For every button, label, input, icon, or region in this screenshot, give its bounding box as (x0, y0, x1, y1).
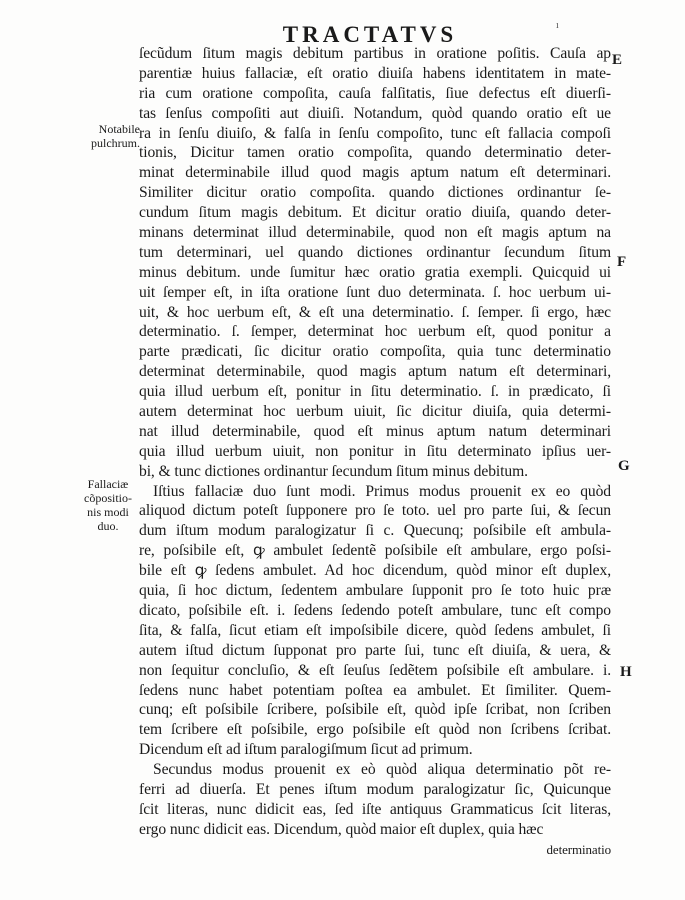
text-line: Dicendum eſt ad iſtum paralogiſmum ſicut ad primum. (139, 741, 473, 759)
margin-note-fallaciae (78, 477, 138, 533)
text-line: bile eſt ꝙ ſedens ambulet. Ad hoc dicendum, quòd minor eſt duplex, (139, 562, 611, 580)
text-line: autem determinat hoc uerbum uiuit, ſic dicitur diuiſa, quia determi- (139, 403, 611, 421)
text-line: Iſtius fallaciæ duo ſunt modi. Primus modus prouenit ex eo quòd (153, 482, 611, 500)
text-line: aliquod dictum poteſt ſupponere pro ſe toto. uel pro parte ſui, & ſecun (139, 502, 611, 520)
text-line: determinatio (546, 841, 611, 857)
text-line: tionis, Dicitur tamen oratio compoſita, quando determinatio deter- (139, 144, 611, 162)
text-line: minans determinat illud determinabile, quod non eſt magis aptum na (139, 224, 611, 242)
text-line: non ſequitur concluſio, & eſt ſeuſus ſedẽtem poſsibile eſt ambulare. i. (139, 661, 611, 679)
text-line: ſita, & falſa, ſicut etiam eſt impoſsibile dicere, quòd ſedens ambulet, ſi (139, 621, 611, 639)
text-line: nat illud determinabile, quod eſt minus aptum natum determinari (139, 422, 611, 440)
text-line: uit ſemper eſt, in iſta oratione ſunt duo determinata. ſ. hoc uerbum ui- (139, 283, 611, 301)
text-line: tas ſenſus compoſiti aut diuiſi. Notandum, quòd quando oratio eſt ue (139, 104, 611, 122)
text-line: determinat determinabile, quod magis aptum natum eſt determinari, (139, 363, 611, 381)
text-line: ſcit literas, nunc didicit eas, ſed iſte antiquus Grammaticus ſcit literas, (139, 800, 611, 818)
text-line: re, poſsibile eſt, ꝙ ambulet ſedentẽ poſsibile eſt ambulare, ergo poſsi- (139, 542, 611, 560)
text-line: ergo nunc didicit eas. Dicendum, quòd maior eſt duplex, quia hæc (139, 820, 544, 838)
margin-note-line: cõpositio- (84, 491, 132, 505)
text-line: quia illud uerbum eſt, ponitur in ſitu determinatio. ſ. in prædicato, ſi (139, 383, 611, 401)
text-line: ferri ad diuerſa. Et penes iſtum modum paralogizatur ſic, Quicunque (139, 780, 611, 798)
text-line: minat determinabile illud quod magis aptum natum eſt determinari. (139, 164, 611, 182)
text-line: Similiter dicitur oratio compoſita. quando dictiones ordinantur ſe- (139, 184, 611, 202)
text-line: bi, & tunc dictiones ordinantur ſecundum ſitum minus debitum. (139, 462, 528, 480)
text-line: minus debitum. unde ſumitur hæc oratio gratia exempli. Quicquid ui (139, 263, 611, 281)
margin-note-notabile (84, 122, 140, 150)
main-text-block (139, 44, 611, 860)
text-line: tem ſcribere eſt poſsibile, ergo poſsibile eſt quòd non ſcribens ſcribat. (139, 721, 611, 739)
text-line: determinatio. ſ. ſemper, determinat hoc uerbum eſt, quod ponitur a (139, 323, 611, 341)
text-line: parentiæ huius fallaciæ, eſt oratio diuiſa habens identitatem in mate- (139, 64, 611, 82)
section-letter-e: E (612, 52, 623, 68)
corner-mark: ı (556, 20, 559, 31)
text-line: parte prædicati, ſic dicitur oratio compoſita, quia tunc determinatio (139, 343, 611, 361)
text-line: cundum ſitum magis debitum. Et dicitur oratio diuiſa, quando deter- (139, 204, 611, 222)
text-line: ſecũdum ſitum magis debitum partibus in oratione poſitis. Cauſa ap (139, 45, 611, 62)
text-line: ria cum oratione compoſita, cauſa falſitatis, ſiue defectus eſt diuerſi- (139, 84, 611, 102)
text-line: Secundus modus prouenit ex eò quòd aliqua determinatio põt re- (153, 761, 611, 779)
text-line: ſedens nunc habet potentiam poſtea ea ambulet. Et ſimiliter. Quem- (139, 681, 611, 699)
margin-note-line: duo. (97, 519, 119, 533)
margin-note-line: pulchrum. (91, 136, 140, 150)
margin-note-line: nis modi (87, 505, 129, 519)
section-letter-f: F (617, 254, 627, 270)
section-letter-h: H (620, 664, 632, 680)
margin-note-line: Fallaciæ (87, 477, 129, 491)
text-line: dicato, poſsibile eſt. i. ſedens ſedendo poteſt ambulare, tunc eſt compo (139, 601, 611, 619)
text-line: ra in ſenſu diuiſo, & falſa in ſenſu compoſito, tunc eſt fallacia compoſi (139, 124, 611, 142)
section-letter-g: G (618, 458, 630, 474)
running-header: TRACTATVS (282, 22, 458, 47)
text-line: dum iſtum modum paralogizatur ſi c. Quecunq; poſsibile eſt ambula- (139, 522, 611, 540)
text-line: autem iſtud dictum ſupponat pro parte ſui, tunc eſt diuiſa, & uera, & (139, 641, 611, 659)
text-line: uit, & hoc uerbum eſt, & eſt una determinatio. ſ. ſemper. ſi ergo, hæc (139, 303, 611, 321)
text-line: quia, ſi hoc dictum, ſedentem ambulare ſupponit pro ſe toto huic præ (139, 582, 611, 600)
text-line: cunq; eſt poſsibile ſcribere, poſsibile eſt, quòd ipſe ſcribat, non ſcriben (139, 701, 611, 719)
text-line: tum determinari, uel quando dictiones ordinantur ſecundum ſitum (139, 243, 611, 261)
margin-note-line: Notabile (98, 122, 140, 136)
text-line: quia illud uerbum uiuit, non ponitur in ſitu determinato ipſius uer- (139, 442, 611, 460)
